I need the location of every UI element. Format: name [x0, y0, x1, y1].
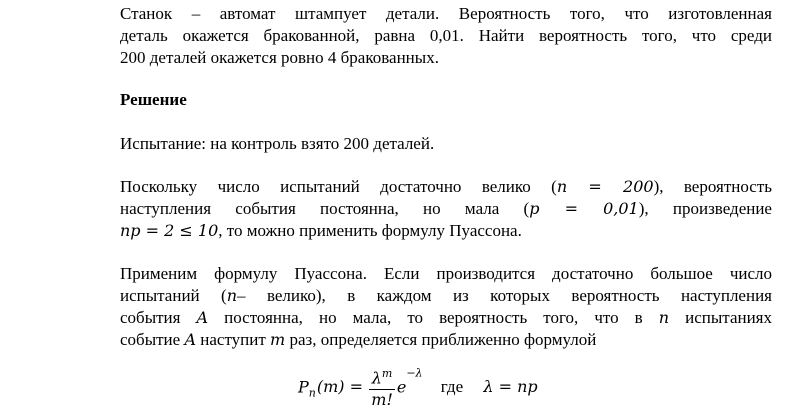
poisson-formula	[298, 364, 538, 418]
poisson-reason	[120, 176, 772, 242]
formula-arg: (m) =	[316, 377, 364, 397]
poisson-application	[120, 263, 772, 351]
formula-e-exp: −λ	[406, 366, 423, 380]
problem-line-1: Станок – автомат штампует детали. Вероятность того, что изготовленная	[120, 4, 772, 23]
solution-heading: Решение	[120, 90, 187, 109]
formula-rhs: λ = np	[483, 377, 538, 397]
math-np-2: np = 2 ≤ 10	[120, 221, 219, 240]
problem-statement	[120, 3, 772, 69]
problem-line-3: 200 деталей окажется ровно 4 бракованных.	[120, 48, 439, 67]
apply-line-4: событие A наступит m раз, определяется приближенно формулой	[120, 330, 597, 349]
reason-line-2: наступления события постоянна, но мала (p = 0,01), произведение	[120, 199, 772, 218]
reason-line-1: Поскольку число испытаний достаточно велико (n = 200), вероятность	[120, 177, 773, 196]
formula-e: e	[396, 377, 407, 397]
apply-line-3: события A постоянна, но мала, то вероятность того, что в n испытаниях	[120, 308, 772, 327]
apply-line-1: Применим формулу Пуассона. Если производится достаточно большое число	[120, 264, 772, 283]
reason-line-3: np = 2 ≤ 10, то можно применить формулу Пуассона.	[120, 221, 522, 240]
formula-fraction: $\frac{\lambda^m}{m!}$	[369, 364, 395, 410]
formula-P: P	[298, 377, 309, 397]
math-p-001: p = 0,01	[529, 199, 639, 218]
math-n-200: n = 200	[556, 177, 654, 196]
formula-sub-n: n	[308, 386, 316, 400]
apply-line-2: испытаний (n– велико), в каждом из которых вероятность наступления	[120, 286, 772, 305]
formula-where: где	[440, 376, 464, 396]
trial-text: Испытание: на контроль взято 200 деталей.	[120, 134, 435, 153]
problem-line-2: деталь окажется бракованной, равна 0,01. Найти вероятность того, что среди	[120, 26, 772, 45]
